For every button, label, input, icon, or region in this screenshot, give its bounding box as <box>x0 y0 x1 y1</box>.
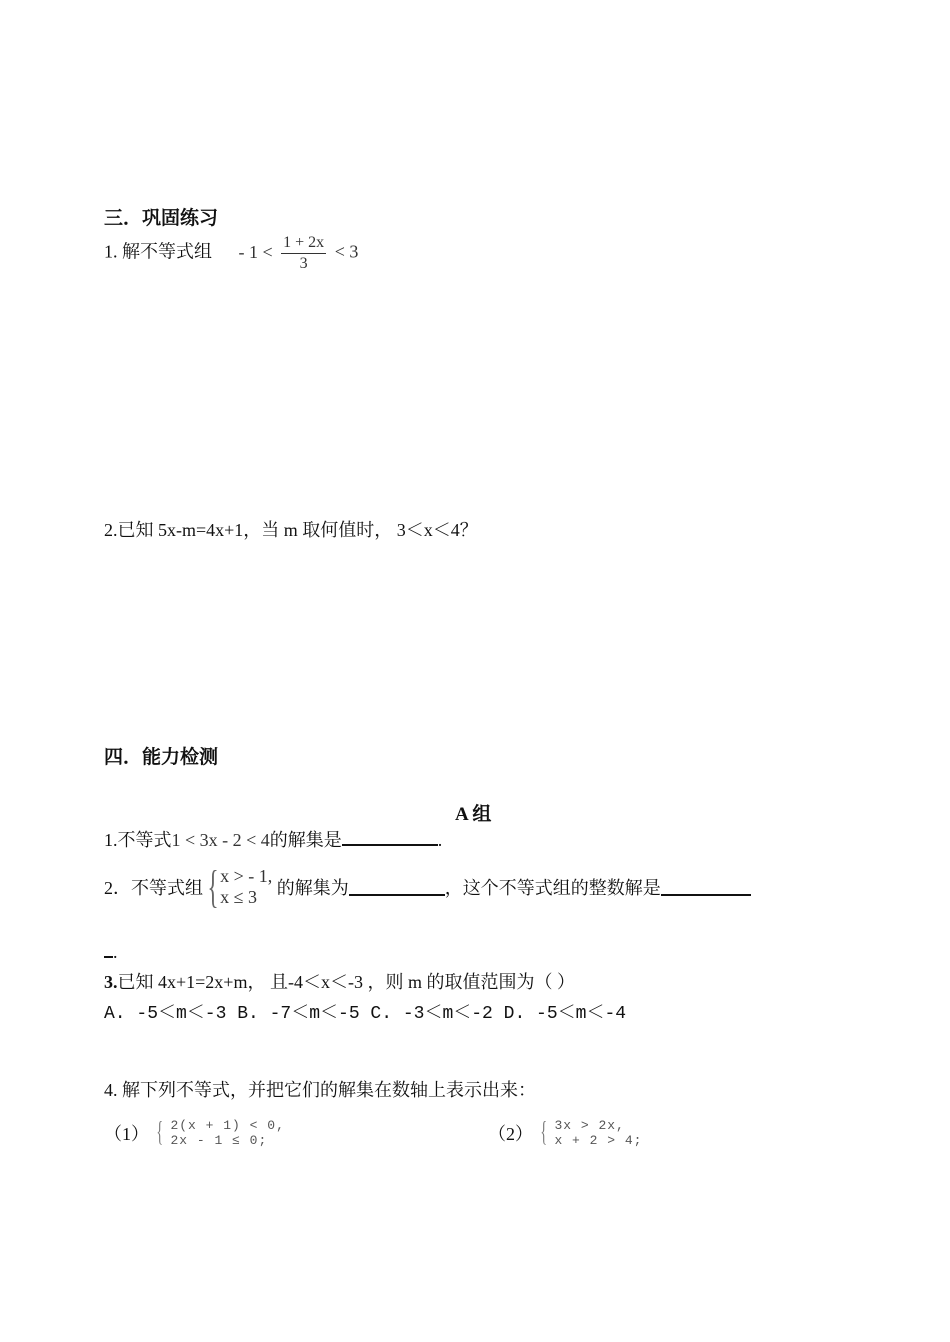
part-2-line-2: x + 2 > 4; <box>554 1133 643 1148</box>
question-3-1-label: 1. 解不等式组 <box>104 241 212 262</box>
fraction-numerator: 1 + 2x <box>281 233 326 254</box>
part-1-label: （1） <box>104 1124 149 1144</box>
question-4-4: 4. 解下列不等式，并把它们的解集在数轴上表示出来： <box>104 1080 536 1100</box>
part-1-system <box>170 1118 284 1148</box>
system-line-1: x > - 1, <box>220 866 273 886</box>
question-3-2: 2.已知 5x-m=4x+1，当 m 取何值时， 3＜x＜4？ <box>104 520 478 540</box>
group-a-title: A 组 <box>455 804 492 825</box>
question-4-3-options: A. -5＜m＜-3 B. -7＜m＜-5 C. -3＜m＜-2 D. -5＜m＜-4 <box>104 1004 627 1024</box>
question-4-1-suffix: 的解集是 <box>269 830 342 850</box>
left-brace-icon: { <box>540 1117 548 1148</box>
question-4-2 <box>104 861 751 912</box>
section-4-title: 四．能力检测 <box>104 747 219 768</box>
part-1-line-2: 2x - 1 ≤ 0; <box>170 1133 268 1148</box>
question-4-2-mid2: ，这个不等式组的整数解是 <box>444 878 661 898</box>
part-2-label: （2） <box>488 1124 533 1144</box>
left-brace-icon: { <box>207 861 219 912</box>
inequality-system <box>220 866 272 908</box>
question-4-1-prefix: 1.不等式 <box>104 830 172 850</box>
system-line-2: x ≤ 3 <box>220 887 257 907</box>
question-4-2-tail: . <box>113 942 118 962</box>
section-3-title: 三．巩固练习 <box>104 208 219 229</box>
question-4-3-number: 3. <box>104 972 118 992</box>
answer-blank[interactable] <box>104 940 113 958</box>
left-brace-icon: { <box>156 1117 164 1148</box>
question-4-2-mid: 的解集为 <box>276 878 349 898</box>
question-4-1-end: . <box>437 830 443 850</box>
question-4-4-part-2 <box>488 1118 642 1148</box>
answer-blank[interactable] <box>661 878 751 896</box>
question-4-2-continuation <box>104 940 118 963</box>
question-3-1-left: - 1 < <box>238 241 273 262</box>
part-2-line-1: 3x > 2x, <box>554 1118 625 1133</box>
question-4-3-text: 已知 4x+1=2x+m， 且-4＜x＜-3 ，则 m 的取值范围为（ ） <box>117 972 575 992</box>
part-1-line-1: 2(x + 1) < 0, <box>170 1118 285 1133</box>
fraction-denominator: 3 <box>299 255 308 272</box>
question-3-1-right: < 3 <box>334 241 359 262</box>
question-4-2-prefix: 2．不等式组 <box>104 878 203 898</box>
question-4-3 <box>104 968 575 994</box>
part-2-system <box>554 1118 642 1148</box>
fraction <box>281 233 326 274</box>
question-4-1-math: 1 < 3x - 2 < 4 <box>171 830 270 850</box>
question-4-4-part-1 <box>104 1118 285 1148</box>
question-4-1 <box>104 826 442 852</box>
question-3-1 <box>104 233 358 274</box>
answer-blank[interactable] <box>342 828 438 846</box>
answer-blank[interactable] <box>349 878 445 896</box>
